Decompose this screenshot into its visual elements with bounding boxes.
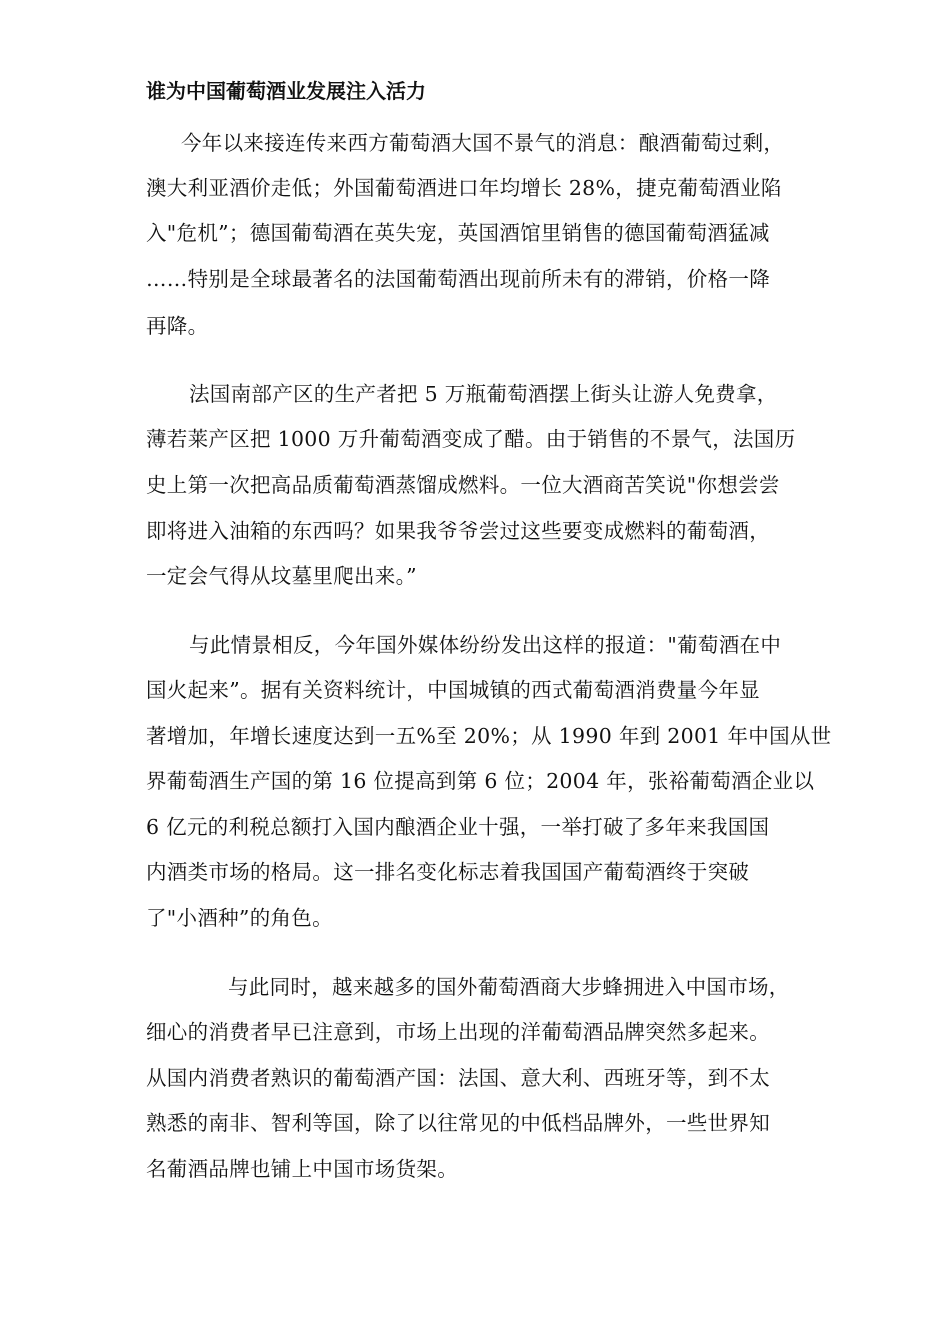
paragraph-4-line-3: 从国内消费者熟识的葡萄酒产国：法国、意大利、西班牙等，到不太 <box>146 1066 770 1090</box>
paragraph-3-line-3: 著增加，年增长速度达到一五%至 20%；从 1990 年到 2001 年中国从世 <box>146 724 832 748</box>
paragraph-2-line-4: 即将进入油箱的东西吗？如果我爷爷尝过这些要变成燃料的葡萄酒， <box>146 519 770 543</box>
paragraph-3-line-6: 内酒类市场的格局。这一排名变化标志着我国国产葡萄酒终于突破 <box>146 860 750 884</box>
paragraph-3-line-5: 6 亿元的利税总额打入国内酿酒企业十强，一举打破了多年来我国国 <box>146 815 770 839</box>
paragraph-2-line-2: 薄若莱产区把 1000 万升葡萄酒变成了醋。由于销售的不景气，法国历 <box>146 427 796 451</box>
paragraph-1-line-2: 澳大利亚酒价走低；外国葡萄酒进口年均增长 28%，捷克葡萄酒业陷 <box>146 176 782 200</box>
paragraph-1-line-5: 再降。 <box>146 314 209 338</box>
paragraph-3-line-1: 与此情景相反，今年国外媒体纷纷发出这样的报道："葡萄酒在中 <box>189 633 782 657</box>
paragraph-1-line-1: 今年以来接连传来西方葡萄酒大国不景气的消息：酿酒葡萄过剩， <box>181 131 785 155</box>
paragraph-1-line-4: ……特别是全球最著名的法国葡萄酒出现前所未有的滞销，价格一降 <box>146 267 770 291</box>
paragraph-3-line-2: 国火起来”。据有关资料统计，中国城镇的西式葡萄酒消费量今年显 <box>146 678 760 702</box>
document-title: 谁为中国葡萄酒业发展注入活力 <box>146 79 426 103</box>
paragraph-4-line-2: 细心的消费者早已注意到，市场上出现的洋葡萄酒品牌突然多起来。 <box>146 1020 770 1044</box>
paragraph-2-line-3: 史上第一次把高品质葡萄酒蒸馏成燃料。一位大酒商苦笑说"你想尝尝 <box>146 473 780 497</box>
paragraph-2-line-1: 法国南部产区的生产者把 5 万瓶葡萄酒摆上街头让游人免费拿， <box>189 382 778 406</box>
paragraph-4-line-5: 名葡酒品牌也铺上中国市场货架。 <box>146 1157 458 1181</box>
paragraph-2-line-5: 一定会气得从坟墓里爬出来。” <box>146 564 417 588</box>
paragraph-3-line-4: 界葡萄酒生产国的第 16 位提高到第 6 位；2004 年，张裕葡萄酒企业以 <box>146 769 815 793</box>
paragraph-3-line-7: 了"小酒种”的角色。 <box>146 906 333 930</box>
paragraph-4-line-1: 与此同时，越来越多的国外葡萄酒商大步蜂拥进入中国市场， <box>228 975 790 999</box>
paragraph-4-line-4: 熟悉的南非、智利等国，除了以往常见的中低档品牌外，一些世界知 <box>146 1111 770 1135</box>
paragraph-1-line-3: 入"危机”；德国葡萄酒在英失宠，英国酒馆里销售的德国葡萄酒猛减 <box>146 221 770 245</box>
